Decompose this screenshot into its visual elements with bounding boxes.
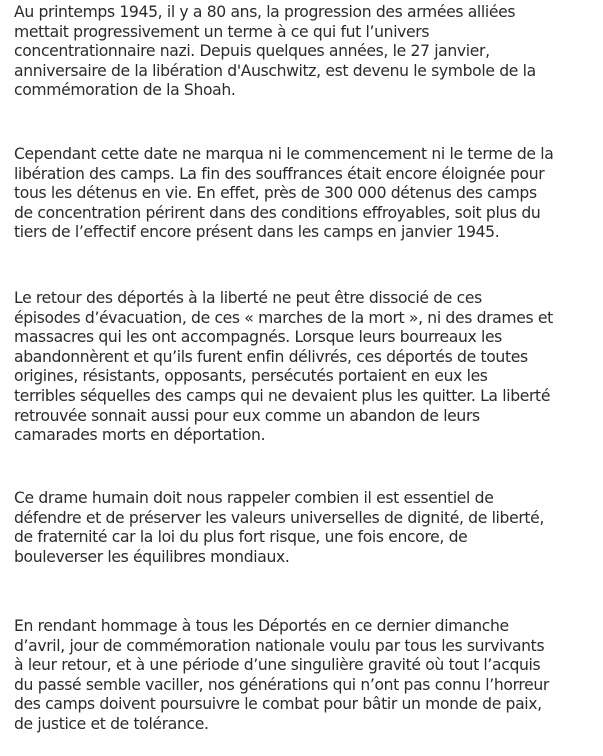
paragraph-values [14,489,544,567]
text-line: origines, résistants, opposants, persécutés portaient en eux les [14,367,488,386]
text-line: Ce drame humain doit nous rappeler combien il est essentiel de [14,489,494,507]
text-line: Le retour des déportés à la liberté ne peut être dissocié de ces [14,289,482,307]
text-line: de fraternité car la loi du plus fort risque, une fois encore, de [14,528,468,547]
text-line: épisodes d’évacuation, de ces « marches de la mort », ni des drames et [14,308,553,327]
text-line: bouleverser les équilibres mondiaux. [14,547,290,566]
text-line: En rendant hommage à tous les Déportés en ce dernier dimanche [14,617,509,635]
paragraph-tribute [14,617,549,735]
text-line: défendre et de préserver les valeurs universelles de dignité, de liberté, [14,508,545,527]
text-line: retrouvée sonnait aussi pour eux comme un abandon de leurs [14,406,480,425]
text-line: d’avril, jour de commémoration nationale voulu par tous les survivants [14,636,545,655]
text-line: tiers de l’effectif encore présent dans les camps en janvier 1945. [14,223,500,242]
paragraph-liberation [14,145,553,243]
text-line: mettait progressivement un terme à ce qui fut l’univers [14,22,430,41]
text-line: des camps doivent poursuivre le combat pour bâtir un monde de paix, [14,695,542,714]
text-line: tous les détenus en vie. En effet, près de 300 000 détenus des camps [14,184,537,203]
text-line: concentrationnaire nazi. Depuis quelques années, le 27 janvier, [14,42,490,61]
text-line: Au printemps 1945, il y a 80 ans, la progression des armées alliées [14,3,516,21]
text-line: Cependant cette date ne marqua ni le commencement ni le terme de la [14,145,554,163]
text-line: abandonnèrent et qu’ils furent enfin délivrés, ces déportés de toutes [14,347,528,366]
text-line: camarades morts en déportation. [14,426,266,445]
text-line: terribles séquelles des camps qui ne devaient plus les quitter. La liberté [14,386,551,405]
text-line: massacres qui les ont accompagnés. Lorsque leurs bourreaux les [14,328,502,347]
text-line: de concentration périrent dans des conditions effroyables, soit plus du [14,203,541,222]
paragraph-return [14,289,553,446]
text-line: du passé semble vaciller, nos générations qui n’ont pas connu l’horreur [14,675,549,694]
text-line: anniversaire de la libération d'Auschwitz, est devenu le symbole de la [14,61,536,80]
text-line: libération des camps. La fin des souffrances était encore éloignée pour [14,164,545,183]
text-line: commémoration de la Shoah. [14,81,236,100]
text-line: à leur retour, et à une période d’une singulière gravité où tout l’acquis [14,656,541,675]
paragraph-intro [14,3,536,101]
text-line: de justice et de tolérance. [14,714,209,733]
